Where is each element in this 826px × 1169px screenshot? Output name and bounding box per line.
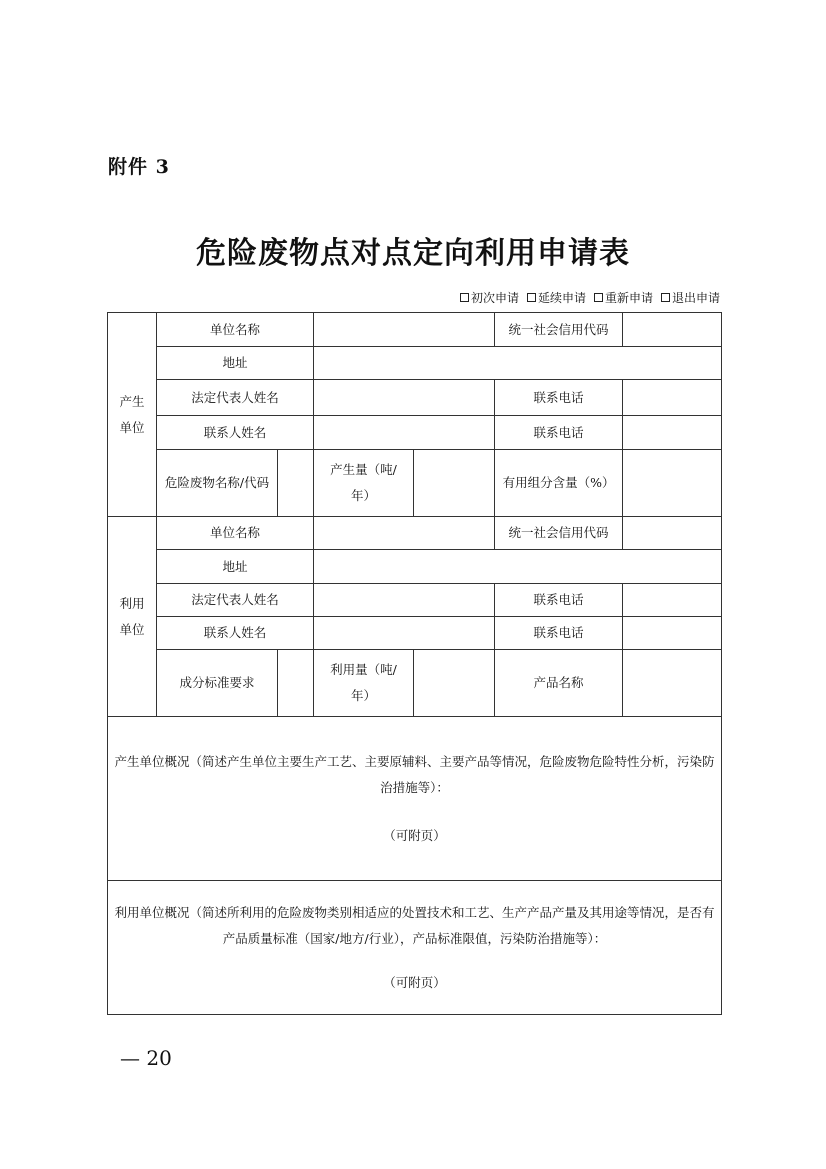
option-initial[interactable] — [460, 289, 519, 306]
application-form-table — [107, 312, 722, 1015]
user-contact-label: 联系人姓名 — [157, 617, 314, 650]
user-address-label: 地址 — [157, 550, 314, 584]
page-title: 危险废物点对点定向利用申请表 — [196, 236, 630, 271]
producer-credit-code-label: 统一社会信用代码 — [495, 313, 623, 347]
user-standard-label: 成分标准要求 — [157, 650, 278, 717]
user-contact-phone-label: 联系电话 — [495, 617, 623, 650]
table-row — [108, 550, 722, 584]
producer-contact-phone-label: 联系电话 — [495, 416, 623, 450]
producer-legal-rep-label: 法定代表人姓名 — [157, 380, 314, 416]
option-label: 初次申请 — [470, 291, 519, 305]
checkbox-icon[interactable] — [594, 293, 603, 302]
producer-overview-text: 产生单位概况（简述产生单位主要生产工艺、主要原辅料、主要产品等情况，危险废物危险特性分析，污染防治措施等）： — [114, 753, 715, 795]
user-amount-field[interactable] — [414, 650, 495, 717]
producer-section-label: 产生 单位 — [108, 313, 157, 517]
checkbox-icon[interactable] — [661, 293, 670, 302]
user-phone-field[interactable] — [623, 584, 722, 617]
producer-phone-label: 联系电话 — [495, 380, 623, 416]
producer-legal-rep-field[interactable] — [314, 380, 495, 416]
option-label: 延续申请 — [537, 291, 586, 305]
producer-unit-name-field[interactable] — [314, 313, 495, 347]
user-credit-code-label: 统一社会信用代码 — [495, 517, 623, 550]
user-product-label: 产品名称 — [495, 650, 623, 717]
table-row — [108, 416, 722, 450]
option-label: 退出申请 — [671, 291, 720, 305]
user-product-field[interactable] — [623, 650, 722, 717]
user-section-label: 利用 单位 — [108, 517, 157, 717]
table-row — [108, 313, 722, 347]
user-unit-name-field[interactable] — [314, 517, 495, 550]
producer-overview-note: （可附页） — [383, 827, 446, 843]
producer-contact-label: 联系人姓名 — [157, 416, 314, 450]
producer-phone-field[interactable] — [623, 380, 722, 416]
user-legal-rep-label: 法定代表人姓名 — [157, 584, 314, 617]
option-label: 重新申请 — [604, 291, 653, 305]
option-withdraw[interactable] — [661, 289, 720, 306]
user-standard-field[interactable] — [278, 650, 314, 717]
producer-waste-label: 危险废物名称/代码 — [157, 450, 278, 517]
user-overview-note: （可附页） — [383, 974, 446, 990]
table-row — [108, 650, 722, 717]
application-type-options — [460, 289, 720, 306]
table-row — [108, 450, 722, 517]
producer-amount-label: 产生量（吨/ 年） — [314, 450, 414, 517]
table-row — [108, 617, 722, 650]
user-legal-rep-field[interactable] — [314, 584, 495, 617]
producer-overview-field[interactable] — [108, 717, 722, 881]
producer-component-label: 有用组分含量（%） — [495, 450, 623, 517]
user-overview-text: 利用单位概况（简述所利用的危险废物类别相适应的处置技术和工艺、生产产品产量及其用途等情况，是否有产品质量标准（国家/地方/行业），产品标准限值，污染防治措施等）： — [114, 904, 715, 946]
table-row — [108, 584, 722, 617]
user-phone-label: 联系电话 — [495, 584, 623, 617]
user-credit-code-field[interactable] — [623, 517, 722, 550]
table-row — [108, 717, 722, 881]
user-overview-field[interactable] — [108, 881, 722, 1015]
user-address-field[interactable] — [314, 550, 722, 584]
producer-waste-field[interactable] — [278, 450, 314, 517]
user-contact-field[interactable] — [314, 617, 495, 650]
table-row — [108, 881, 722, 1015]
option-renewal[interactable] — [527, 289, 586, 306]
checkbox-icon[interactable] — [527, 293, 536, 302]
producer-unit-name-label: 单位名称 — [157, 313, 314, 347]
option-reapply[interactable] — [594, 289, 653, 306]
attachment-label: 附件 3 — [108, 156, 170, 178]
table-row — [108, 517, 722, 550]
user-amount-label: 利用量（吨/ 年） — [314, 650, 414, 717]
producer-address-label: 地址 — [157, 347, 314, 380]
user-unit-name-label: 单位名称 — [157, 517, 314, 550]
user-contact-phone-field[interactable] — [623, 617, 722, 650]
table-row — [108, 347, 722, 380]
checkbox-icon[interactable] — [460, 293, 469, 302]
producer-component-field[interactable] — [623, 450, 722, 517]
producer-credit-code-field[interactable] — [623, 313, 722, 347]
table-row — [108, 380, 722, 416]
page-number: — 20 — [120, 1046, 172, 1070]
producer-contact-field[interactable] — [314, 416, 495, 450]
producer-amount-field[interactable] — [414, 450, 495, 517]
producer-address-field[interactable] — [314, 347, 722, 380]
producer-contact-phone-field[interactable] — [623, 416, 722, 450]
